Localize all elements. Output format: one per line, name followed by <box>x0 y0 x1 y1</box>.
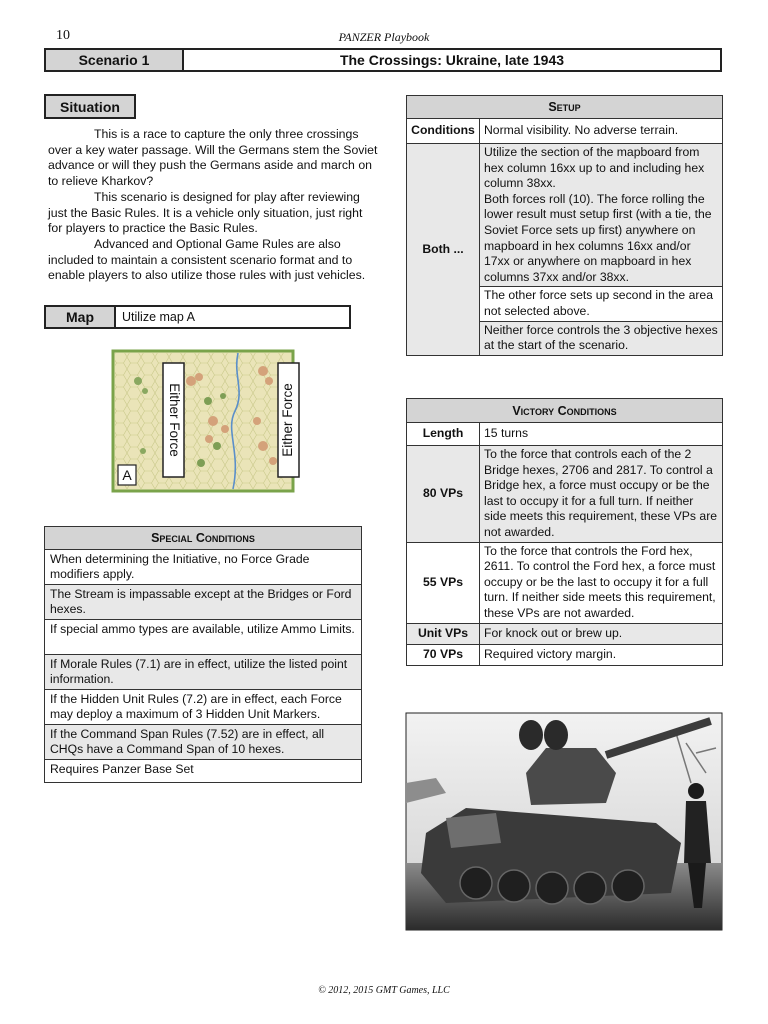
victory-row-text: Required victory margin. <box>480 644 723 665</box>
setup-both-item <box>480 144 723 287</box>
victory-row-label: 80 VPs <box>407 446 480 543</box>
setup-conditions-value: Normal visibility. No adverse terrain. <box>480 119 723 144</box>
situation-paragraph: Advanced and Optional Game Rules are also included to maintain a consistent scenario format and to enable players to also utilize those rules with just vehicles. <box>48 236 366 283</box>
map-a-illustration <box>113 351 296 491</box>
special-condition-item: Requires Panzer Base Set <box>45 760 362 783</box>
situation-heading: Situation <box>44 94 136 119</box>
copyright-footer: © 2012, 2015 GMT Games, LLC <box>318 985 450 996</box>
map-letter: A <box>122 467 132 483</box>
special-conditions-title: Special Conditions <box>45 527 362 550</box>
setup-both-text: Utilize the section of the mapboard from hex column 16xx up to and including hex column 38xx. <box>484 145 705 191</box>
special-condition-item: The Stream is impassable except at the Bridges or Ford hexes. <box>45 585 362 620</box>
special-condition-item: If special ammo types are available, utilize Ammo Limits. <box>45 620 362 655</box>
page-number: 10 <box>56 28 70 43</box>
situation-paragraph: This scenario is designed for play after reviewing just the Basic Rules. It is a vehicle only situation, just right for players to practice the Basic Rules. <box>48 189 363 236</box>
situation-paragraph: This is a race to capture the only three crossings over a key water passage. Will the Germans stem the Soviet advance or will they push the Germans aside and march on to relieve Kharkov? <box>48 127 378 189</box>
map-value: Utilize map A <box>122 310 195 324</box>
victory-row-label: 70 VPs <box>407 644 480 665</box>
running-header-title: PANZER Playbook <box>338 30 430 44</box>
scenario-title-bar <box>44 48 722 72</box>
setup-both-text: Both forces roll (10). The force rolling the lower result must setup first (with a tie, the Soviet Force sets up first) anywhere on mapboard in hex columns 16xx and/or 17xx or anywhere on mapboard in hex columns 37xx and/or 38xx. <box>484 191 712 284</box>
victory-row-label: Length <box>407 423 480 446</box>
scenario-name: The Crossings: Ukraine, late 1943 <box>339 52 565 68</box>
victory-row-text: To the force that controls each of the 2 Bridge hexes, 2706 and 2817. To control a Bridge hex, a force must occupy or be the last to occupy it for a full turn. If neither side meets this requirement, these VPs are not awarded. <box>480 446 723 543</box>
special-condition-item: If the Command Span Rules (7.52) are in effect, all CHQs have a Command Span of 10 hexes. <box>45 725 362 760</box>
scenario-number: Scenario 1 <box>46 50 184 70</box>
setup-both-item: Neither force controls the 3 objective hexes at the start of the scenario. <box>480 321 723 355</box>
victory-row-text: To the force that controls the Ford hex, 2611. To control the Ford hex, a force must occupy or be the last to occupy it for a full turn. If neither side meets this requirement, these VPs are not awarded. <box>480 542 723 623</box>
setup-both-label: Both ... <box>407 144 480 356</box>
setup-table <box>406 95 723 356</box>
setup-conditions-label: Conditions <box>407 119 480 144</box>
special-condition-item: If the Hidden Unit Rules (7.2) are in effect, each Force may deploy a maximum of 3 Hidden Unit Markers. <box>45 690 362 725</box>
victory-row-text: 15 turns <box>480 423 723 446</box>
victory-title: Victory Conditions <box>407 399 723 423</box>
special-conditions-table <box>44 526 362 783</box>
victory-row-label: 55 VPs <box>407 542 480 623</box>
victory-row-label: Unit VPs <box>407 623 480 644</box>
victory-row-text: For knock out or brew up. <box>480 623 723 644</box>
special-condition-item: If Morale Rules (7.1) are in effect, utilize the listed point information. <box>45 655 362 690</box>
map-side-label-left-text: Either Force <box>166 383 182 457</box>
victory-conditions-table <box>406 398 723 666</box>
setup-title: Setup <box>407 96 723 119</box>
map-label: Map <box>46 307 116 327</box>
tank-photo <box>406 713 722 930</box>
map-bar <box>44 305 351 329</box>
map-side-label-right-text: Either Force <box>280 383 296 457</box>
setup-both-item: The other force sets up second in the area not selected above. <box>480 287 723 321</box>
situation-text <box>48 127 378 284</box>
special-condition-item: When determining the Initiative, no Force Grade modifiers apply. <box>45 550 362 585</box>
